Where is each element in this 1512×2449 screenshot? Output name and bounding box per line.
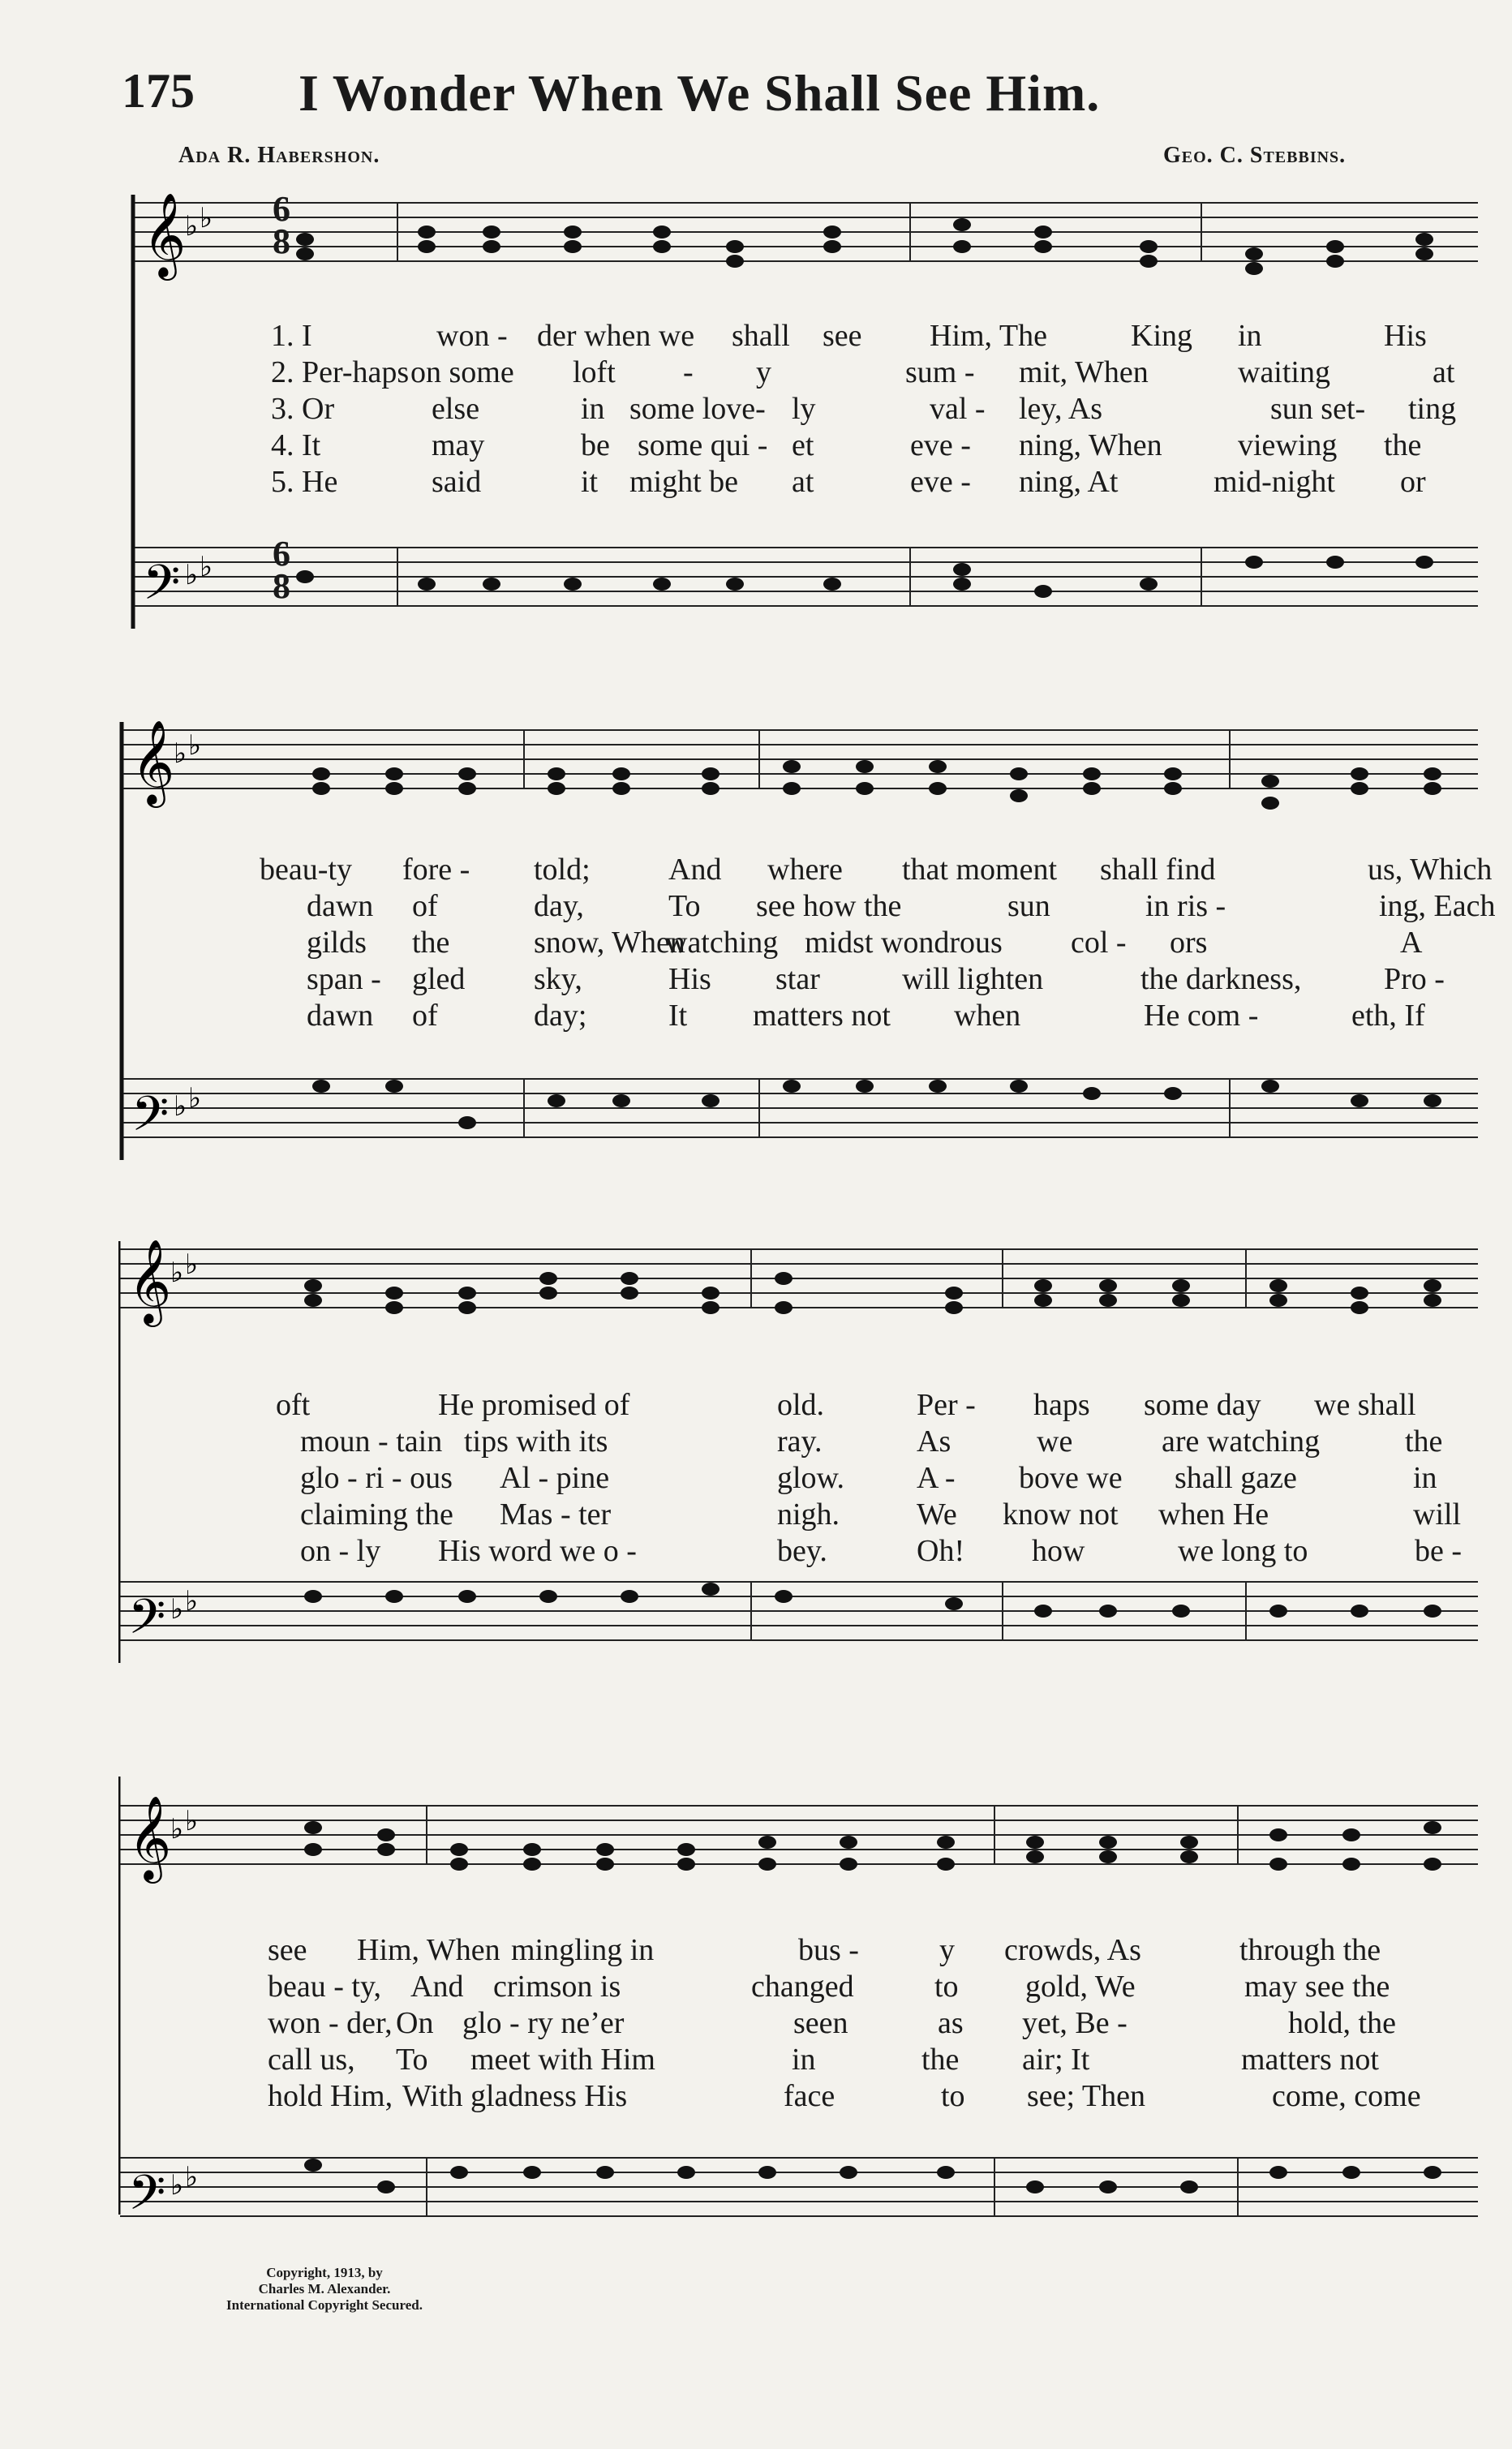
lyric-line: see Him, When mingling in bus - y crowds, As through the [268, 1933, 1381, 1967]
svg-text:♭: ♭ [185, 559, 199, 591]
svg-text:𝄢: 𝄢 [128, 1588, 166, 1656]
lyric-line: on - ly His word we o - bey. Oh! how we long to be - [300, 1534, 1463, 1568]
lyric-line: moun - tain tips with its ray. As we are watching the [300, 1424, 1443, 1459]
lyric-line: span - gled sky, His star will lighten the darkness, Pro - [307, 962, 1445, 996]
svg-text:♭: ♭ [188, 1082, 202, 1115]
copyright-notice: Copyright, 1913, by Charles M. Alexander. International Copyright Secured. [226, 2265, 423, 2313]
lyric-line: beau-ty fore - told; And where that moment shall find us, Which [260, 853, 1493, 887]
lyric-line: hold Him, With gladness His face to see; Then come, come [268, 2079, 1421, 2113]
lyric-line: 5. He said it might be at eve - ning, At mid-night or [271, 465, 1426, 499]
svg-text:♭: ♭ [170, 1813, 184, 1845]
svg-text:♭: ♭ [185, 1585, 199, 1618]
time-signature-bass: 6 8 [273, 534, 290, 606]
time-signature-treble: 6 8 [273, 189, 290, 261]
hymn-number: 175 [122, 64, 195, 118]
lyric-line: glo - ri - ous Al - pine glow. A - bove we shall gaze in [300, 1461, 1437, 1495]
svg-text:♭: ♭ [170, 2169, 184, 2202]
svg-text:♭: ♭ [185, 1248, 199, 1281]
svg-text:𝄢: 𝄢 [143, 554, 181, 622]
lyric-line: call us, To meet with Him in the air; It matters not [268, 2043, 1379, 2077]
svg-text:♭: ♭ [185, 1805, 199, 1837]
hymn-title: I Wonder When We Shall See Him. [299, 64, 1101, 122]
svg-text:𝄞: 𝄞 [128, 1795, 172, 1880]
svg-text:♭: ♭ [200, 202, 213, 234]
svg-text:♭: ♭ [174, 737, 187, 770]
lyric-line: oft He promised of old. Per - haps some day we shall [276, 1388, 1416, 1422]
lyric-line: claiming the Mas - ter nigh. We know not when He will [300, 1497, 1462, 1532]
svg-text:♭: ♭ [185, 210, 199, 243]
lyric-line: 2. Per-haps on some loft - y sum - mit, When waiting at [271, 355, 1455, 389]
svg-text:♭: ♭ [188, 729, 202, 762]
svg-text:𝄢: 𝄢 [131, 1085, 170, 1154]
svg-text:♭: ♭ [170, 1257, 184, 1289]
lyric-line: dawn of day, To see how the sun in ris - ing, Each [307, 889, 1496, 923]
music-system-4 [118, 1760, 1481, 2263]
svg-text:♭: ♭ [174, 1090, 187, 1123]
svg-text:𝄢: 𝄢 [128, 2164, 166, 2232]
lyric-line: beau - ty, And crimson is changed to gold, We may see the [268, 1970, 1390, 2004]
svg-text:♭: ♭ [185, 2161, 199, 2193]
lyric-line: gilds the snow, When watching midst wondrous col - ors A [307, 926, 1423, 960]
lyric-line: won - der, On glo - ry ne’er seen as yet, Be - hold, the [268, 2006, 1396, 2040]
svg-text:𝄞: 𝄞 [131, 720, 175, 805]
author-music: Geo. C. Stebbins. [1163, 143, 1347, 168]
svg-text:𝄞: 𝄞 [143, 192, 187, 277]
svg-text:♭: ♭ [200, 551, 213, 583]
lyric-line: 3. Or else in some love- ly val - ley, As sun set- ting [271, 392, 1457, 426]
music-system-2 [118, 706, 1496, 1217]
lyric-line: dawn of day; It matters not when He com - eth, If [307, 999, 1425, 1033]
svg-text:𝄞: 𝄞 [128, 1239, 172, 1324]
music-system-1 [118, 178, 1481, 698]
music-system-3 [118, 1225, 1481, 1736]
svg-text:♭: ♭ [170, 1593, 184, 1626]
lyric-line: 4. It may be some qui - et eve - ning, When viewing the [271, 428, 1422, 462]
lyric-line: 1. I won - der when we shall see Him, The King in His [271, 319, 1427, 353]
author-words: Ada R. Habershon. [178, 143, 380, 168]
